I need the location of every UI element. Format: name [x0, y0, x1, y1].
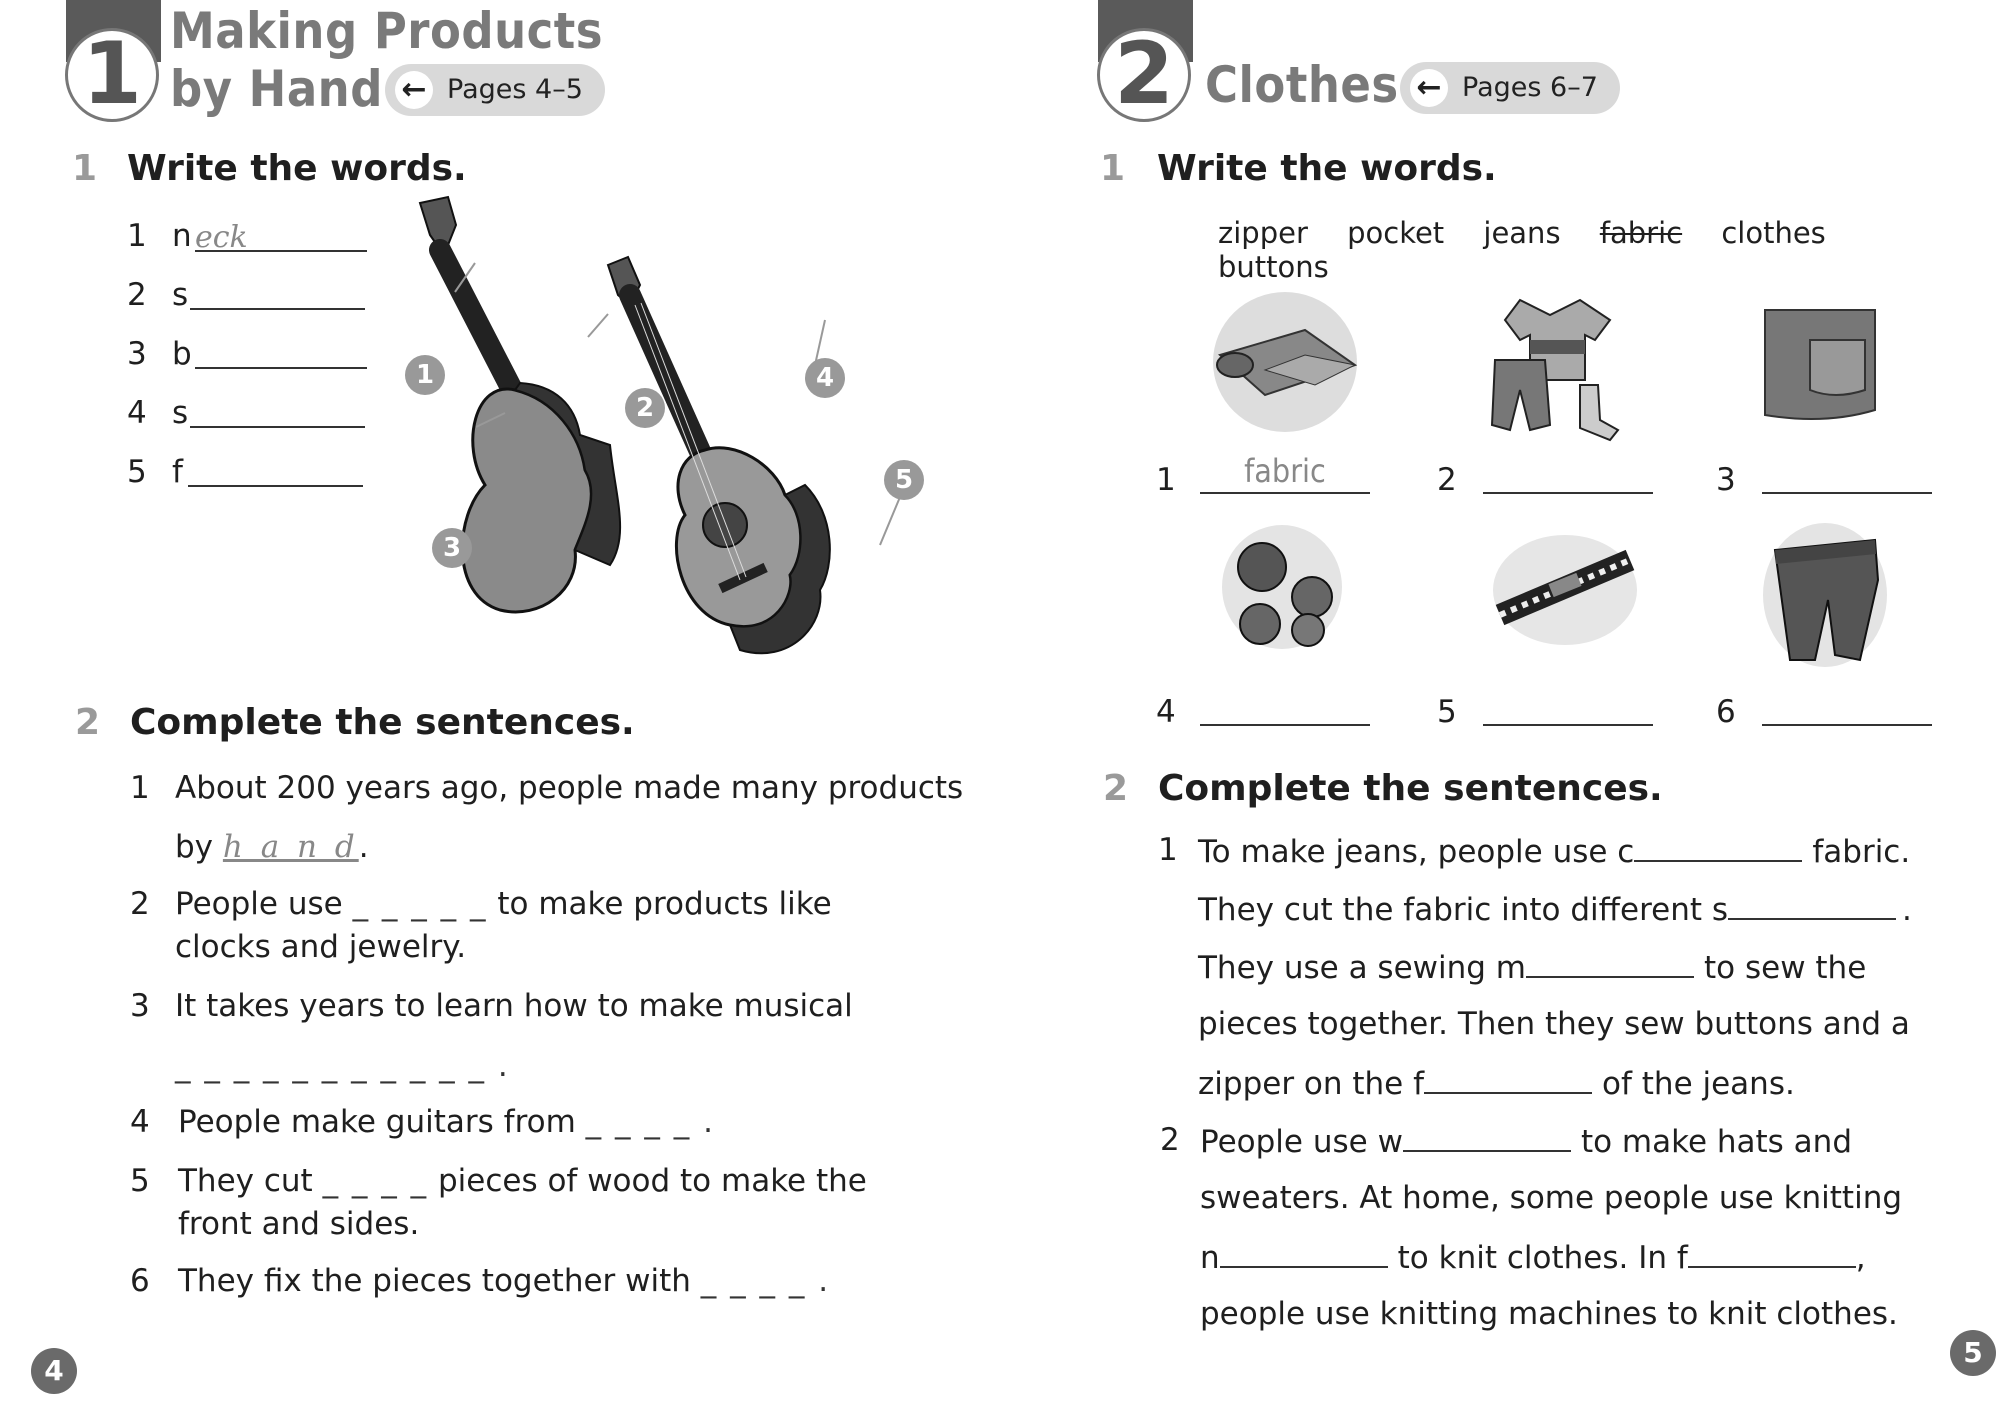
sentence-text: to knit clothes. In f: [1397, 1240, 1688, 1276]
sentence-text: [1198, 888, 1912, 930]
sentence-text: fabric.: [1812, 834, 1911, 870]
sentence-text: pieces of wood to make the: [437, 1163, 867, 1199]
sentence-text: zipper on the f: [1198, 1066, 1425, 1102]
callout-2: 2: [625, 388, 665, 428]
pages-label: Pages 6–7: [1462, 72, 1598, 103]
jeans-picture: [1760, 520, 1890, 670]
sentence-text: of the jeans.: [1602, 1066, 1795, 1102]
answer-line[interactable]: [195, 220, 367, 255]
sentence-text: [1200, 1236, 1866, 1278]
item-number: 4: [127, 395, 147, 431]
pages-reference[interactable]: [385, 64, 605, 116]
sentence-text: to make products like: [497, 886, 832, 922]
sentence-text: [1200, 1120, 1852, 1162]
sentence-text: [178, 1261, 830, 1301]
clothes-picture: [1480, 290, 1630, 445]
page-number: 5: [1950, 1330, 1996, 1376]
sentence-text: pieces together. Then they sew buttons and a: [1198, 1006, 1910, 1042]
sentence-text: people use knitting machines to knit clothes.: [1200, 1296, 1898, 1332]
item-number: 4: [1156, 694, 1176, 730]
item-letter: b: [172, 336, 192, 372]
item-number: 3: [127, 336, 147, 372]
page-number: 4: [31, 1348, 77, 1394]
handwritten-answer[interactable]: h a n d: [222, 829, 359, 865]
sentence-number: 5: [130, 1163, 150, 1199]
exercise-title: Complete the sentences.: [1158, 768, 1663, 809]
exercise-number: 2: [75, 702, 101, 743]
handwritten-answer: fabric: [1244, 452, 1326, 490]
item-number: 3: [1716, 462, 1736, 498]
zipper-picture: [1490, 530, 1640, 650]
guitars-illustration: [380, 195, 940, 680]
sentence-number: 2: [130, 886, 150, 922]
answer-line[interactable]: [190, 278, 365, 310]
answer-line[interactable]: [188, 455, 363, 487]
answer-line[interactable]: [1483, 452, 1653, 494]
word-bank-item: pocket: [1347, 216, 1445, 250]
sentence-text: clocks and jewelry.: [175, 929, 467, 965]
callout-3: 3: [432, 528, 472, 568]
sentence-text: to make hats and: [1580, 1124, 1853, 1160]
unit-number-badge: 2: [1097, 28, 1191, 122]
sentence-text: People use w: [1200, 1124, 1403, 1160]
sentence-text: [1198, 946, 1866, 988]
sentence-text: [1198, 830, 1910, 872]
answer-line[interactable]: [1483, 684, 1653, 726]
word-bank-item: clothes: [1721, 216, 1826, 250]
pages-label: Pages 4–5: [447, 74, 583, 105]
sentence-number: 1: [1158, 832, 1178, 868]
word-bank-item: buttons: [1218, 250, 1329, 284]
blank-dashes[interactable]: _ _ _ _: [322, 1163, 429, 1199]
sentence-text: sweaters. At home, some people use knitting: [1200, 1180, 1903, 1216]
item-number: 5: [127, 454, 147, 490]
guitar-front-view: [608, 257, 830, 653]
buttons-picture: [1220, 522, 1345, 652]
word-bank-item: zipper: [1218, 216, 1308, 250]
item-number: 1: [1156, 462, 1176, 498]
arrow-left-icon: ←: [395, 71, 433, 109]
answer-line[interactable]: [1688, 1236, 1856, 1268]
word-bank-item: jeans: [1483, 216, 1561, 250]
item-number: 2: [127, 277, 147, 313]
sentence-text: ,: [1855, 1240, 1866, 1276]
exercise-title: Write the words.: [127, 148, 467, 189]
item-letter: f: [172, 454, 183, 490]
sentence-text: About 200 years ago, people made many products: [175, 770, 964, 806]
answer-line[interactable]: [1220, 1236, 1388, 1268]
answer-line[interactable]: [1200, 452, 1370, 494]
sentence-text: They cut the fabric into different s: [1198, 892, 1729, 928]
sentence-text: It takes years to learn how to make musical: [175, 988, 853, 1024]
sentence-text: They use a sewing m: [1198, 950, 1526, 986]
item-number: 1: [127, 218, 147, 254]
word-bank: [1218, 216, 2000, 284]
unit-title-line2: by Hand: [170, 60, 383, 118]
answer-line[interactable]: [1403, 1120, 1571, 1152]
blank-dashes[interactable]: _ _ _ _ .: [585, 1104, 715, 1140]
item-number: 5: [1437, 694, 1457, 730]
answer-line[interactable]: [1762, 684, 1932, 726]
item-number: 6: [1716, 694, 1736, 730]
sentence-text: to sew the: [1704, 950, 1867, 986]
pocket-picture: [1755, 300, 1885, 430]
blank-dashes[interactable]: _ _ _ _ _ _ _ _ _ _ _ .: [175, 1048, 510, 1084]
pages-reference[interactable]: [1400, 62, 1620, 114]
answer-line[interactable]: [1762, 452, 1932, 494]
item-letter: n: [172, 218, 192, 254]
sentence-text: [175, 884, 832, 924]
answer-line[interactable]: [1728, 888, 1896, 920]
sentence-text: front and sides.: [178, 1206, 420, 1242]
sentence-text: [178, 1161, 867, 1201]
item-number: 2: [1437, 462, 1457, 498]
sentence-text: They fix the pieces together with: [178, 1263, 691, 1299]
sentence-text: People use: [175, 886, 343, 922]
fabric-picture: [1205, 290, 1365, 435]
callout-4: 4: [805, 358, 845, 398]
item-letter: s: [172, 395, 189, 431]
answer-line[interactable]: [1200, 684, 1370, 726]
sentence-number: 4: [130, 1104, 150, 1140]
arrow-left-icon: ←: [1410, 69, 1448, 107]
blank-dashes[interactable]: _ _ _ _ _: [352, 886, 488, 922]
sentence-number: 3: [130, 988, 150, 1024]
exercise-title: Write the words.: [1157, 148, 1497, 189]
exercise-number: 1: [72, 148, 98, 189]
sentence-text: They cut: [178, 1163, 313, 1199]
unit-number-badge: 1: [65, 28, 159, 122]
unit-title-line1: Making Products: [170, 2, 604, 60]
answer-line[interactable]: [1424, 1062, 1592, 1094]
sentence-number: 2: [1160, 1122, 1180, 1158]
answer-line[interactable]: [1526, 946, 1694, 978]
exercise-title: Complete the sentences.: [130, 702, 635, 743]
sentence-text: .: [358, 829, 369, 865]
sentence-text: [175, 827, 369, 867]
exercise-number: 2: [1103, 768, 1129, 809]
sentence-number: 6: [130, 1263, 150, 1299]
sentence-text: .: [1902, 892, 1912, 928]
sentence-text: People make guitars from: [178, 1104, 576, 1140]
word-bank-item-used: fabric: [1599, 216, 1683, 250]
answer-line[interactable]: [195, 337, 367, 369]
handwritten-answer: eck: [195, 220, 248, 255]
item-letter: s: [172, 277, 189, 313]
answer-line[interactable]: [190, 396, 365, 428]
sentence-text: by: [175, 829, 214, 865]
blank-dashes[interactable]: _ _ _ _ .: [700, 1263, 831, 1299]
answer-line[interactable]: [1634, 830, 1802, 862]
sentence-number: 1: [130, 770, 150, 806]
callout-5: 5: [884, 460, 924, 500]
exercise-number: 1: [1100, 148, 1126, 189]
sentence-text: [178, 1102, 715, 1142]
callout-1: 1: [405, 355, 445, 395]
unit-title: Clothes: [1205, 56, 1399, 114]
sentence-text: To make jeans, people use c: [1198, 834, 1635, 870]
sentence-text: n: [1200, 1240, 1220, 1276]
sentence-text: [1198, 1062, 1795, 1104]
